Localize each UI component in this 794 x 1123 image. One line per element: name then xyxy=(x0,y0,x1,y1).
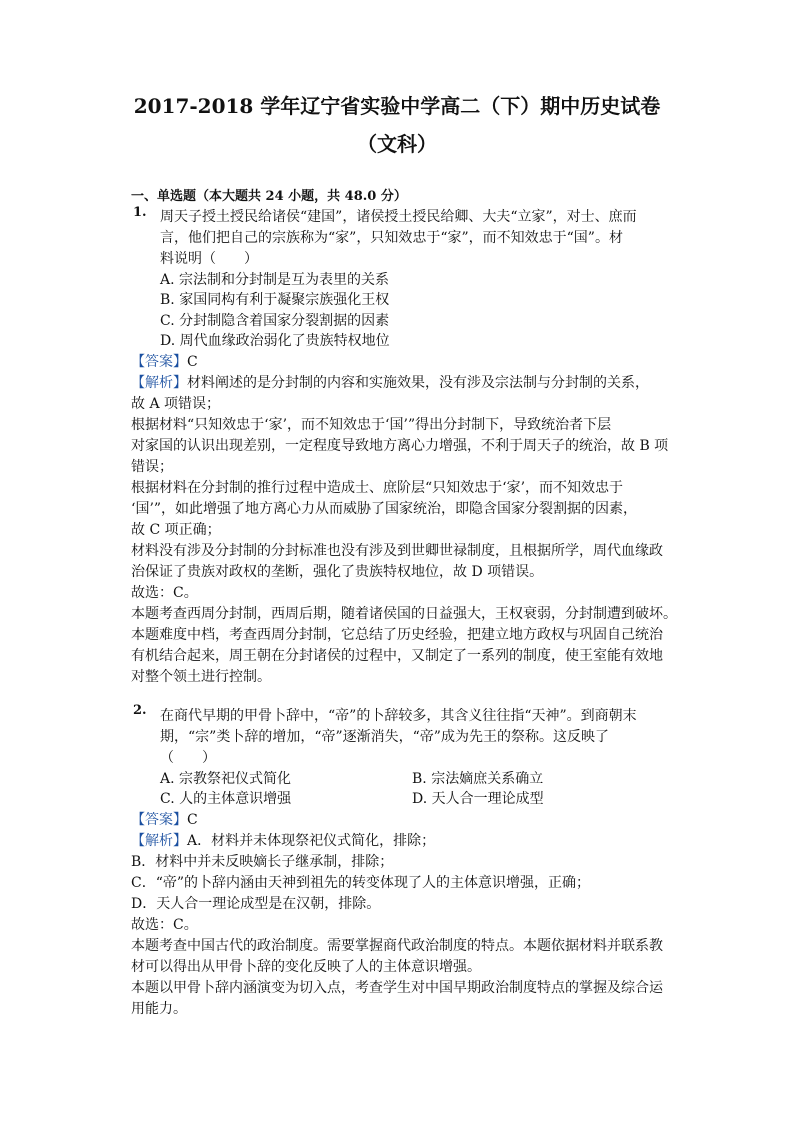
question-1-stem-line: 言，他们把自己的宗族称为“家”，只知效忠于“家”，而不知效忠于“国”。材 xyxy=(160,230,623,246)
answer-value: C xyxy=(187,812,198,828)
question-1-analysis-line: 故 A 项错误； xyxy=(131,396,221,412)
question-2-analysis-line: B．材料中并未反映嫡长子继承制，排除； xyxy=(131,854,394,870)
question-2-analysis-line: D．天人合一理论成型是在汉朝，排除。 xyxy=(131,896,381,912)
question-1-analysis-line: 故 C 项正确； xyxy=(131,522,221,538)
question-2-option-c: C. 人的主体意识增强 xyxy=(160,791,292,807)
answer-label: 【答案】 xyxy=(131,812,187,828)
analysis-text: 材料阐述的是分封制的内容和实施效果，没有涉及宗法制与分封制的关系， xyxy=(187,375,649,391)
question-2-answer xyxy=(131,810,198,830)
question-2-analysis-line xyxy=(131,831,435,851)
question-1-option-b: B. 家国同构有利于凝聚宗族强化王权 xyxy=(160,292,390,308)
question-1-analysis-line: 故选：C。 xyxy=(131,585,198,601)
section-heading: 一、单选题（本大题共 24 小题，共 48.0 分） xyxy=(131,189,407,204)
answer-label: 【答案】 xyxy=(131,354,187,370)
question-1-option-c: C. 分封制隐含着国家分裂割据的因素 xyxy=(160,313,390,329)
question-2-stem-line: 在商代早期的甲骨卜辞中，“帝”的卜辞较多，其含义往往指“天神”。到商朝末 xyxy=(160,708,637,724)
question-1-stem-line: 料说明（ ） xyxy=(160,251,258,267)
question-1-answer xyxy=(131,352,198,372)
analysis-label: 【解析】 xyxy=(131,833,187,849)
question-2-analysis-line: 材可以得出从甲骨卜辞的变化反映了人的主体意识增强。 xyxy=(131,959,481,975)
question-2-analysis-line: 故选：C。 xyxy=(131,917,198,933)
question-1-option-d: D. 周代血缘政治弱化了贵族特权地位 xyxy=(160,333,390,349)
document-subtitle: （文科） xyxy=(357,132,437,156)
question-2-number: 2. xyxy=(133,703,147,718)
question-1-analysis-line: 对家国的认识出现差别，一定程度导致地方离心力增强，不利于周天子的统治，故 B 项 xyxy=(131,438,669,454)
question-1-analysis-line: 治保证了贵族对政权的垄断，强化了贵族特权地位，故 D 项错误。 xyxy=(131,564,544,580)
analysis-label: 【解析】 xyxy=(131,375,187,391)
question-1-analysis-line: 材料没有涉及分封制的分封标准也没有涉及到世卿世禄制度，且根据所学，周代血缘政 xyxy=(131,543,663,559)
question-1-analysis-line: 错误； xyxy=(131,459,173,475)
question-1-analysis-line: 本题难度中档，考查西周分封制，它总结了历史经验，把建立地方政权与巩固自己统治 xyxy=(131,627,663,643)
question-1-analysis-line: 本题考查西周分封制，西周后期，随着诸侯国的日益强大，王权衰弱，分封制遭到破坏。 xyxy=(131,606,677,622)
question-1-analysis-line: 对整个领土进行控制。 xyxy=(131,669,271,685)
document-title: 2017-2018 学年辽宁省实验中学高二（下）期中历史试卷 xyxy=(133,94,661,118)
question-1-stem-line: 周天子授土授民给诸侯“建国”，诸侯授土授民给卿、大夫“立家”，对士、庶而 xyxy=(160,209,637,225)
question-1-option-a: A. 宗法制和分封制是互为表里的关系 xyxy=(160,272,390,288)
question-2-analysis-line: 用能力。 xyxy=(131,1001,187,1017)
question-2-option-b: B. 宗法嫡庶关系确立 xyxy=(412,771,544,787)
analysis-text: A．材料并未体现祭祀仪式简化，排除； xyxy=(187,833,436,849)
question-2-analysis-line: 本题考查中国古代的政治制度。需要掌握商代政治制度的特点。本题依据材料并联系教 xyxy=(131,938,663,954)
question-1-analysis-line xyxy=(131,373,649,393)
question-1-analysis-line: ‘国’”，如此增强了地方离心力从而威胁了国家统治，即隐含国家分裂割据的因素， xyxy=(131,501,638,517)
question-2-stem-line: 期，“宗”类卜辞的增加，“帝”逐渐消失，“帝”成为先王的祭称。这反映了 xyxy=(160,729,609,745)
question-2-option-d: D. 天人合一理论成型 xyxy=(412,791,544,807)
answer-value: C xyxy=(187,354,198,370)
question-1-analysis-line: 有机结合起来，周王朝在分封诸侯的过程中，又制定了一系列的制度，使王室能有效地 xyxy=(131,648,663,664)
question-1-analysis-line: 根据材料在分封制的推行过程中造成士、庶阶层“只知效忠于‘家’，而不知效忠于 xyxy=(131,480,624,496)
question-1-analysis-line: 根据材料“只知效忠于‘家’，而不知效忠于‘国’”得出分封制下，导致统治者下层 xyxy=(131,417,612,433)
question-1-number: 1. xyxy=(133,205,147,220)
question-2-analysis-line: C．“帝”的卜辞内涵由天神到祖先的转变体现了人的主体意识增强，正确； xyxy=(131,875,591,891)
question-2-option-a: A. 宗教祭祀仪式简化 xyxy=(160,771,292,787)
question-2-stem-line: （ ） xyxy=(160,750,216,766)
question-2-analysis-line: 本题以甲骨卜辞内涵演变为切入点，考查学生对中国早期政治制度特点的掌握及综合运 xyxy=(131,980,663,996)
